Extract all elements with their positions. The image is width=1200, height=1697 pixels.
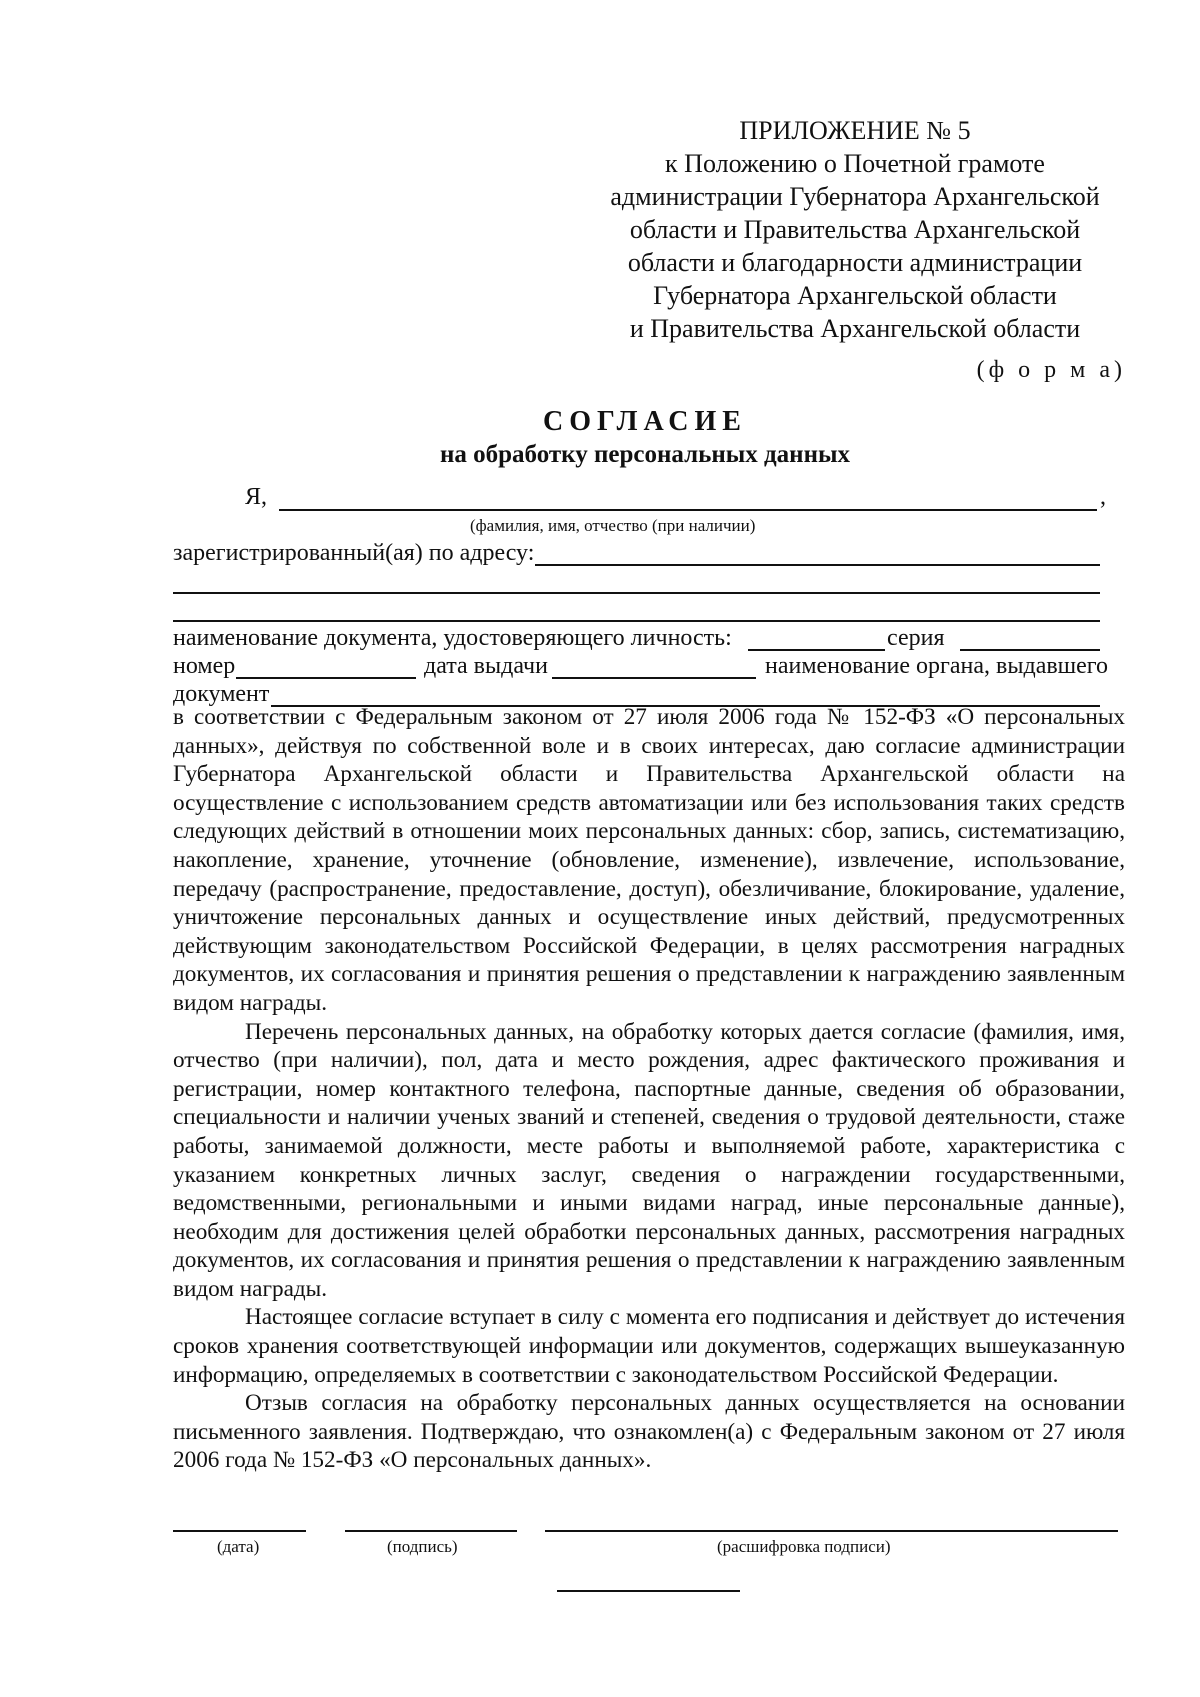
paragraph-data-list: Перечень персональных данных, на обработку которых дается согласие (фамилия, имя, отчество (при наличии), пол, дата и место рождения, адрес фактического проживания и регистрации, номер контактного телефона, паспортные данные, сведения об образовании, специальности и наличии ученых званий и степеней, сведения о трудовой деятельности, стаже работы, занимаемой должности, месте работы и выполняемой работе, характеристика с указанием конкретных личных заслуг, сведения о награждении государственными, ведомственными, региональными и иными видами наград, иные персональные данные), необходим для достижения целей обработки персональных данных, рассмотрения наградных документов, их согласования и принятия решения о представлении к награждению заявленным видом награды.	[173, 1018, 1125, 1302]
document-title: СОГЛАСИЕ	[543, 406, 747, 437]
appendix-line: к Положению о Почетной грамоте	[665, 149, 1045, 178]
fio-line[interactable]	[279, 509, 1097, 511]
appendix-header	[575, 114, 1135, 345]
date-line[interactable]	[173, 1530, 306, 1532]
number-label: номер	[173, 653, 236, 679]
signature-decode-line[interactable]	[545, 1530, 1118, 1532]
appendix-line: области и благодарности администрации	[627, 248, 1083, 277]
issuer-label: наименование органа, выдавшего	[765, 653, 1109, 679]
address-line-3[interactable]	[173, 620, 1100, 622]
fio-caption: (фамилия, имя, отчество (при наличии)	[470, 516, 756, 535]
issue-date-label: дата выдачи	[424, 653, 548, 679]
comma: ,	[1100, 484, 1106, 510]
paragraph-legal-basis: в соответствии с Федеральным законом от 27 июля 2006 года № 152-ФЗ «О персональных данных», действуя по собственной воле и в своих интересах, даю согласие администрации Губернатора Архангельской области и Правительства Архангельской области на осуществление с использованием средств автоматизации или без использования таких средств следующих действий в отношении моих персональных данных: сбор, запись, систематизацию, накопление, хранение, уточнение (обновление, изменение), извлечение, использование, передачу (распространение, предоставление, доступ), обезличивание, блокирование, удаление, уничтожение персональных данных и осуществление иных действий, предусмотренных действующим законодательством Российской Федерации, в целях рассмотрения наградных документов, их согласования и принятия решения о представлении к награждению заявленным видом награды.	[173, 704, 1125, 1016]
registered-label: зарегистрированный(ая) по адресу:	[173, 540, 535, 566]
appendix-line: области и Правительства Архангельской	[629, 215, 1081, 244]
issue-date-line[interactable]	[552, 677, 756, 679]
doc-name-label: наименование документа, удостоверяющего личность:	[173, 625, 732, 651]
form-note: (ф о р м а)	[976, 357, 1126, 383]
address-line-2[interactable]	[173, 592, 1100, 594]
appendix-line: администрации Губернатора Архангельской	[610, 182, 1100, 211]
signature-caption: (подпись)	[387, 1537, 458, 1556]
series-label: серия	[887, 625, 945, 651]
paragraph-revocation: Отзыв согласия на обработку персональных данных осуществляется на основании письменного заявления. Подтверждаю, что ознакомлен(а) с Федеральным законом от 27 июля 2006 года № 152-ФЗ «О персональных данных».	[173, 1390, 1125, 1474]
signature-decode-caption: (расшифровка подписи)	[717, 1537, 891, 1556]
appendix-number: ПРИЛОЖЕНИЕ № 5	[739, 116, 971, 145]
document-subtitle: на обработку персональных данных	[440, 441, 850, 468]
document-label: документ	[173, 681, 270, 707]
signature-line[interactable]	[345, 1530, 517, 1532]
consent-body	[173, 703, 1125, 1475]
date-caption: (дата)	[217, 1537, 260, 1556]
bottom-line	[557, 1590, 740, 1592]
appendix-line: Губернатора Архангельской области	[653, 281, 1057, 310]
appendix-line: и Правительства Архангельской области	[629, 314, 1081, 343]
i-label: Я,	[245, 484, 268, 510]
address-line-1[interactable]	[535, 564, 1100, 566]
paragraph-validity: Настоящее согласие вступает в силу с момента его подписания и действует до истечения сроков хранения соответствующей информации или документов, содержащих вышеуказанную информацию, определяемых в соответствии с законодательством Российской Федерации.	[173, 1304, 1125, 1388]
